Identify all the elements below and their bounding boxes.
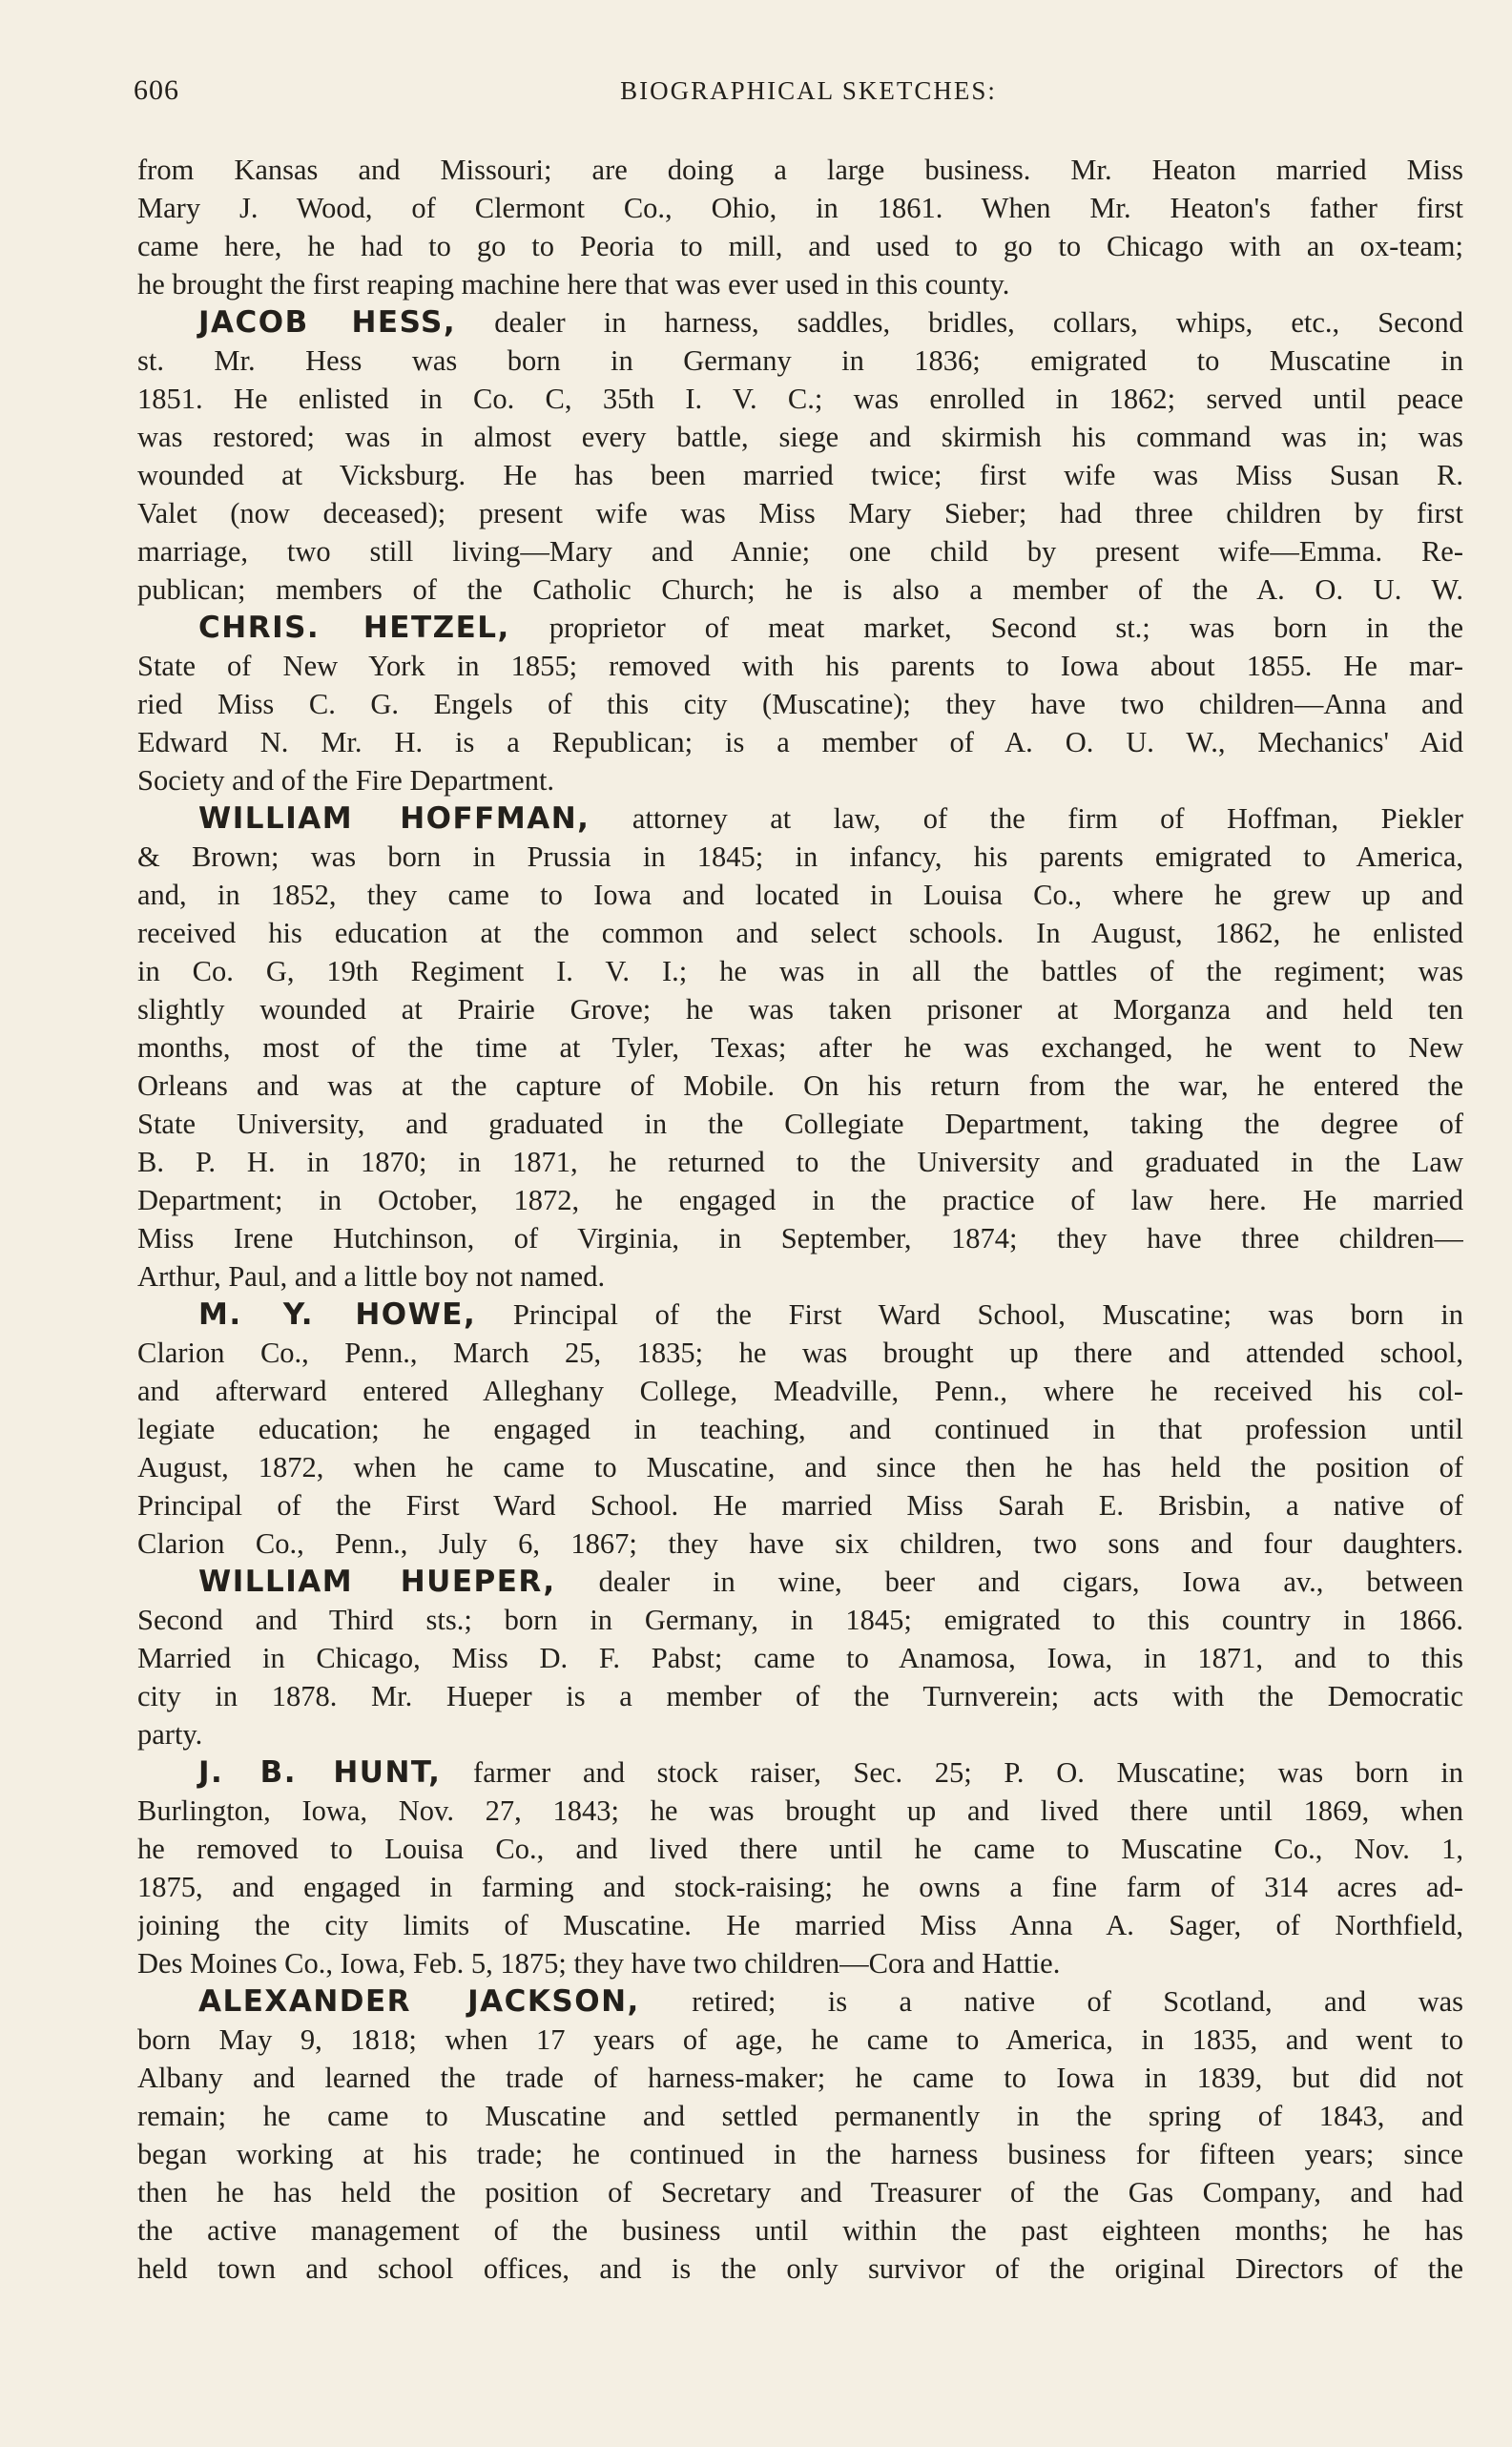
text-line	[137, 342, 1463, 380]
line-text: remain; he came to Muscatine and settled permanently in the spring of 1843, and	[137, 2100, 1463, 2132]
text-line	[137, 1448, 1463, 1486]
line-text: Miss Irene Hutchinson, of Virginia, in September, 1874; they have three children—	[137, 1222, 1463, 1255]
line-text: legiate education; he engaged in teaching, and continued in that profession until	[137, 1413, 1463, 1445]
line-text: dealer in wine, beer and cigars, Iowa av., between	[555, 1566, 1463, 1598]
line-text: wounded at Vicksburg. He has been married twice; first wife was Miss Susan R.	[137, 459, 1463, 491]
text-line	[137, 1906, 1463, 1944]
text-line	[137, 189, 1463, 227]
line-text: Clarion Co., Penn., July 6, 1867; they have six children, two sons and four daughters.	[137, 1527, 1463, 1560]
text-line	[137, 952, 1463, 990]
line-text: then he has held the position of Secretary and Treasurer of the Gas Company, and had	[137, 2176, 1463, 2209]
line-text: held town and school offices, and is the only survivor of the original Directors of the	[137, 2252, 1463, 2285]
text-line	[137, 1601, 1463, 1639]
line-text: born May 9, 1818; when 17 years of age, he came to America, in 1835, and went to	[137, 2023, 1463, 2056]
line-text: August, 1872, when he came to Muscatine, and since then he has held the position of	[137, 1451, 1463, 1483]
line-text: party.	[137, 1718, 203, 1751]
line-text: Burlington, Iowa, Nov. 27, 1843; he was brought up and lived there until 1869, when	[137, 1794, 1463, 1827]
line-text: slightly wounded at Prairie Grove; he was taken prisoner at Morganza and held ten	[137, 993, 1463, 1026]
text-line	[137, 227, 1463, 265]
text-line	[137, 1372, 1463, 1410]
line-text: Albany and learned the trade of harness-maker; he came to Iowa in 1839, but did not	[137, 2062, 1463, 2094]
line-text: Principal of the First Ward School. He married Miss Sarah E. Brisbin, a native of	[137, 1489, 1463, 1522]
text-line	[137, 1830, 1463, 1868]
text-line	[137, 1792, 1463, 1830]
text-line	[137, 1944, 1463, 1982]
text-line	[137, 1524, 1463, 1563]
line-text: B. P. H. in 1870; in 1871, he returned to the University and graduated in the Law	[137, 1146, 1463, 1178]
line-text: Clarion Co., Penn., March 25, 1835; he was brought up there and attended school,	[137, 1337, 1463, 1369]
line-text: Society and of the Fire Department.	[137, 764, 555, 797]
text-line	[137, 876, 1463, 914]
text-line	[137, 1067, 1463, 1105]
entry-name: WILLIAM HOFFMAN,	[198, 801, 590, 836]
line-text: 1851. He enlisted in Co. C, 35th I. V. C.; was enrolled in 1862; served until peace	[137, 383, 1463, 415]
line-text: from Kansas and Missouri; are doing a large business. Mr. Heaton married Miss	[137, 154, 1463, 186]
text-line	[137, 418, 1463, 456]
line-text: Arthur, Paul, and a little boy not named.	[137, 1260, 606, 1293]
text-line	[137, 1143, 1463, 1181]
entry-first-line	[137, 1753, 1463, 1792]
text-line	[137, 1639, 1463, 1677]
page-header	[134, 74, 1464, 113]
line-text: Department; in October, 1872, he engaged in the practice of law here. He married	[137, 1184, 1463, 1216]
text-line	[137, 1181, 1463, 1219]
line-text: Orleans and was at the capture of Mobile. On his return from the war, he entered the	[137, 1069, 1463, 1102]
line-text: Principal of the First Ward School, Muscatine; was born in	[476, 1298, 1463, 1331]
body-text	[137, 151, 1463, 2288]
entry-name: J. B. HUNT,	[198, 1755, 442, 1790]
text-line	[137, 532, 1463, 570]
line-text: joining the city limits of Muscatine. He married Miss Anna A. Sager, of Northfield,	[137, 1909, 1463, 1941]
text-line	[137, 1219, 1463, 1257]
line-text: Valet (now deceased); present wife was Miss Mary Sieber; had three children by first	[137, 497, 1463, 529]
line-text: he removed to Louisa Co., and lived there until he came to Muscatine Co., Nov. 1,	[137, 1833, 1463, 1865]
text-line	[137, 838, 1463, 876]
line-text: in Co. G, 19th Regiment I. V. I.; he was in all the battles of the regiment; was	[137, 955, 1463, 987]
line-text: city in 1878. Mr. Hueper is a member of the Turnverein; acts with the Democratic	[137, 1680, 1463, 1712]
line-text: publican; members of the Catholic Church; he is also a member of the A. O. U. W.	[137, 573, 1463, 606]
line-text: marriage, two still living—Mary and Annie; one child by present wife—Emma. Re-	[137, 535, 1463, 568]
text-line	[137, 1257, 1463, 1296]
text-line	[137, 2021, 1463, 2059]
line-text: months, most of the time at Tyler, Texas; after he was exchanged, he went to New	[137, 1031, 1463, 1064]
line-text: was restored; was in almost every battle, siege and skirmish his command was in; was	[137, 421, 1463, 453]
line-text: Married in Chicago, Miss D. F. Pabst; came to Anamosa, Iowa, in 1871, and to this	[137, 1642, 1463, 1674]
line-text: State University, and graduated in the Collegiate Department, taking the degree of	[137, 1108, 1463, 1140]
text-line	[137, 151, 1463, 189]
line-text: State of New York in 1855; removed with his parents to Iowa about 1855. He mar-	[137, 650, 1463, 682]
text-line	[137, 2135, 1463, 2173]
entry-name: M. Y. HOWE,	[198, 1297, 477, 1332]
text-line	[137, 2211, 1463, 2250]
text-line	[137, 1715, 1463, 1753]
line-text: st. Mr. Hess was born in Germany in 1836; emigrated to Muscatine in	[137, 344, 1463, 377]
text-line	[137, 1105, 1463, 1143]
entry-first-line	[137, 609, 1463, 647]
line-text: proprietor of meat market, Second st.; was born in the	[509, 612, 1463, 644]
text-line	[137, 2250, 1463, 2288]
text-line	[137, 2059, 1463, 2097]
page-number: 606	[134, 74, 179, 106]
entry-name: JACOB HESS,	[198, 305, 457, 340]
text-line	[137, 723, 1463, 761]
entry-name: CHRIS. HETZEL,	[198, 611, 510, 645]
line-text: Edward N. Mr. H. is a Republican; is a member of A. O. U. W., Mechanics' Aid	[137, 726, 1463, 758]
text-line	[137, 761, 1463, 799]
line-text: he brought the first reaping machine here that was ever used in this county.	[137, 268, 1010, 301]
text-line	[137, 1410, 1463, 1448]
text-line	[137, 1486, 1463, 1524]
text-line	[137, 570, 1463, 609]
line-text: & Brown; was born in Prussia in 1845; in infancy, his parents emigrated to America,	[137, 840, 1463, 873]
text-line	[137, 456, 1463, 494]
text-line	[137, 914, 1463, 952]
text-line	[137, 685, 1463, 723]
entry-first-line	[137, 303, 1463, 342]
line-text: began working at his trade; he continued in the harness business for fifteen years; since	[137, 2138, 1463, 2170]
line-text: Mary J. Wood, of Clermont Co., Ohio, in 1861. When Mr. Heaton's father first	[137, 192, 1463, 224]
text-line	[137, 1868, 1463, 1906]
line-text: 1875, and engaged in farming and stock-raising; he owns a fine farm of 314 acres ad-	[137, 1871, 1463, 1903]
line-text: retired; is a native of Scotland, and was	[639, 1985, 1463, 2018]
line-text: Second and Third sts.; born in Germany, in 1845; emigrated to this country in 1866.	[137, 1604, 1463, 1636]
entry-first-line	[137, 799, 1463, 838]
running-title: BIOGRAPHICAL SKETCHES:	[620, 76, 997, 105]
line-text: attorney at law, of the firm of Hoffman, Piekler	[590, 802, 1463, 835]
line-text: and, in 1852, they came to Iowa and located in Louisa Co., where he grew up and	[137, 879, 1463, 911]
text-line	[137, 647, 1463, 685]
line-text: ried Miss C. G. Engels of this city (Muscatine); they have two children—Anna and	[137, 688, 1463, 720]
text-line	[137, 1677, 1463, 1715]
line-text: dealer in harness, saddles, bridles, collars, whips, etc., Second	[456, 306, 1463, 339]
entry-first-line	[137, 1296, 1463, 1334]
line-text: farmer and stock raiser, Sec. 25; P. O. Muscatine; was born in	[441, 1756, 1463, 1789]
text-line	[137, 2173, 1463, 2211]
text-line	[137, 1334, 1463, 1372]
entry-name: WILLIAM HUEPER,	[198, 1565, 556, 1599]
line-text: Des Moines Co., Iowa, Feb. 5, 1875; they have two children—Cora and Hattie.	[137, 1947, 1061, 1980]
text-line	[137, 2097, 1463, 2135]
line-text: came here, he had to go to Peoria to mill, and used to go to Chicago with an ox-team;	[137, 230, 1463, 262]
text-line	[137, 380, 1463, 418]
line-text: received his education at the common and select schools. In August, 1862, he enlisted	[137, 917, 1463, 949]
line-text: and afterward entered Alleghany College, Meadville, Penn., where he received his col-	[137, 1375, 1463, 1407]
text-line	[137, 494, 1463, 532]
entry-first-line	[137, 1563, 1463, 1601]
entry-name: ALEXANDER JACKSON,	[198, 1984, 640, 2019]
text-line	[137, 990, 1463, 1028]
text-line	[137, 1028, 1463, 1067]
text-line	[137, 265, 1463, 303]
line-text: the active management of the business until within the past eighteen months; he has	[137, 2214, 1463, 2247]
entry-first-line	[137, 1982, 1463, 2021]
